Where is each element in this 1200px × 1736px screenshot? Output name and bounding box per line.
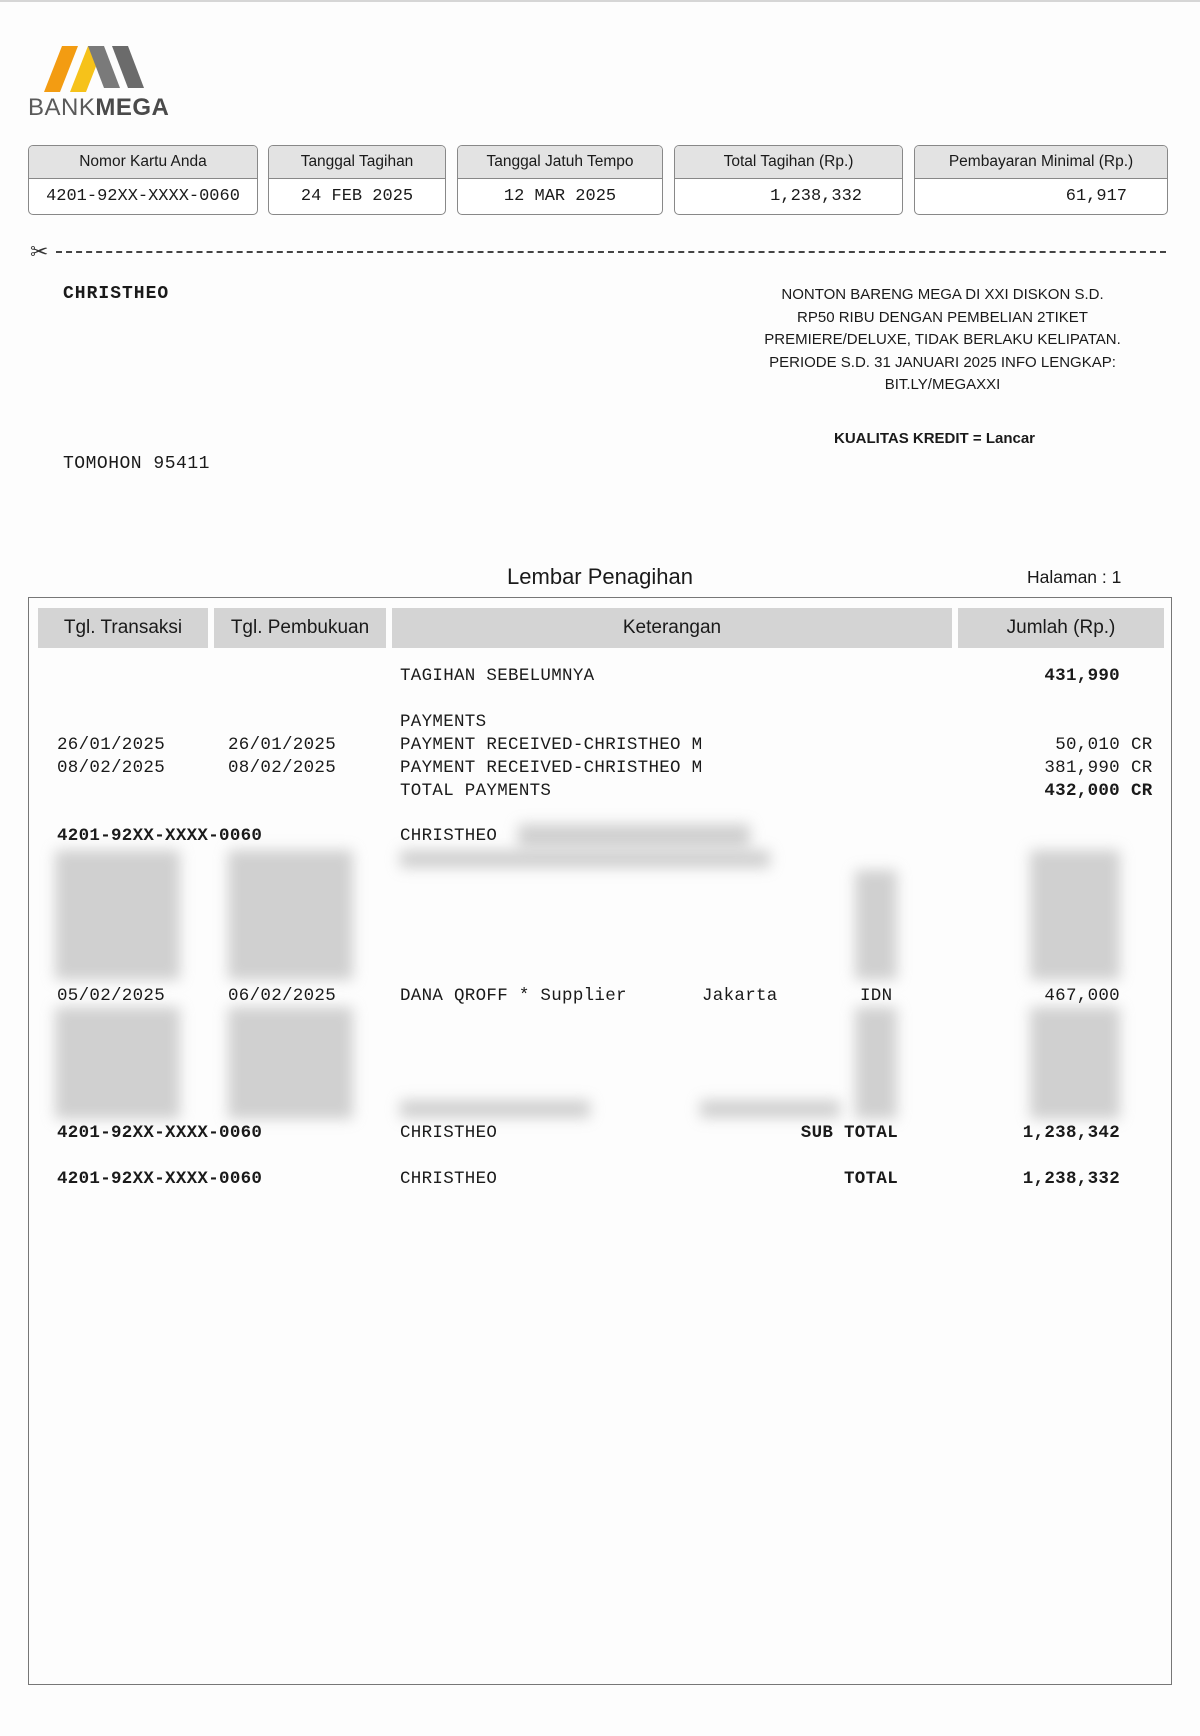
summary-due-date — [457, 145, 663, 215]
dashed-divider — [56, 251, 1166, 253]
redacted-region — [1030, 850, 1120, 980]
posting-date: 06/02/2025 — [228, 986, 337, 1006]
transaction-merchant: DANA QROFF * Supplier — [400, 986, 627, 1006]
transaction-date: 05/02/2025 — [57, 986, 166, 1006]
payment-credit-flag: CR — [1131, 758, 1153, 778]
summary-label: Pembayaran Minimal (Rp.) — [915, 146, 1167, 179]
payment-credit-flag: CR — [1131, 735, 1153, 755]
payment-posting-date: 26/01/2025 — [228, 735, 337, 755]
redacted-region — [228, 1007, 353, 1119]
cardholder-name: CHRISTHEO — [400, 826, 498, 846]
card-number: 4201-92XX-XXXX-0060 — [57, 826, 263, 846]
redacted-region — [55, 1007, 180, 1119]
redacted-region — [228, 850, 353, 980]
payment-transaction-date: 08/02/2025 — [57, 758, 166, 778]
payment-description: PAYMENT RECEIVED-CHRISTHEO M — [400, 735, 703, 755]
promo-message — [730, 284, 1155, 397]
customer-city: TOMOHON 95411 — [63, 454, 210, 474]
column-header-description: Keterangan — [392, 608, 952, 648]
payment-transaction-date: 26/01/2025 — [57, 735, 166, 755]
bank-mega-logo-icon — [44, 42, 144, 92]
total-payments-label: TOTAL PAYMENTS — [400, 781, 552, 801]
summary-value: 12 MAR 2025 — [503, 187, 617, 206]
summary-value: 4201-92XX-XXXX-0060 — [46, 187, 240, 206]
summary-value: 61,917 — [1065, 187, 1127, 206]
summary-card-number — [28, 145, 258, 215]
sheet-title: Lembar Penagihan — [507, 564, 693, 589]
summary-label: Tanggal Jatuh Tempo — [458, 146, 662, 179]
page-number: 1 — [1111, 567, 1122, 587]
credit-quality-value: = Lancar — [972, 430, 1036, 447]
redacted-region — [400, 850, 770, 868]
summary-label: Total Tagihan (Rp.) — [675, 146, 902, 179]
summary-billing-date — [268, 145, 446, 215]
cut-line — [30, 239, 1166, 264]
payment-amount: 50,010 — [1055, 735, 1120, 755]
promo-line: PERIODE S.D. 31 JANUARI 2025 INFO LENGKAP: — [769, 353, 1116, 371]
payment-amount: 381,990 — [1044, 758, 1120, 778]
promo-line: NONTON BARENG MEGA DI XXI DISKON S.D. — [781, 286, 1104, 303]
column-header-posting-date: Tgl. Pembukuan — [214, 608, 386, 648]
previous-bill-label: TAGIHAN SEBELUMNYA — [400, 666, 595, 686]
customer-name: CHRISTHEO — [63, 284, 170, 304]
summary-label: Nomor Kartu Anda — [29, 146, 257, 179]
redacted-region — [700, 1100, 840, 1118]
redacted-region — [55, 850, 180, 980]
summary-value: 24 FEB 2025 — [300, 187, 414, 206]
transaction-country: IDN — [860, 986, 893, 1006]
payment-description: PAYMENT RECEIVED-CHRISTHEO M — [400, 758, 703, 778]
scissors-icon: ✂ — [30, 239, 49, 264]
total-payments-credit-flag: CR — [1131, 781, 1153, 801]
transaction-city: Jakarta — [702, 986, 778, 1006]
bank-logo — [28, 42, 168, 122]
total-cardholder: CHRISTHEO — [400, 1169, 498, 1189]
promo-line: BIT.LY/MEGAXXI — [884, 376, 1001, 393]
total-label: TOTAL — [843, 1169, 898, 1189]
payment-posting-date: 08/02/2025 — [228, 758, 337, 778]
bank-logo-text: BANKMEGA — [28, 94, 170, 121]
redacted-region — [1030, 1007, 1120, 1119]
column-header-amount: Jumlah (Rp.) — [958, 608, 1164, 648]
credit-quality — [834, 430, 1035, 447]
promo-line: PREMIERE/DELUXE, TIDAK BERLAKU KELIPATAN. — [764, 331, 1121, 348]
subtotal-amount: 1,238,342 — [1022, 1123, 1120, 1143]
column-header-transaction-date: Tgl. Transaksi — [38, 608, 208, 648]
total-amount: 1,238,332 — [1022, 1169, 1120, 1189]
redacted-region — [400, 1100, 590, 1118]
redacted-region — [518, 824, 750, 848]
summary-minimum-payment — [914, 145, 1168, 215]
page-indicator: Halaman : 1 — [1027, 567, 1122, 587]
transaction-amount: 467,000 — [1044, 986, 1120, 1006]
payments-heading: PAYMENTS — [400, 712, 487, 732]
subtotal-card-number: 4201-92XX-XXXX-0060 — [57, 1123, 263, 1143]
subtotal-label: SUB TOTAL — [800, 1123, 898, 1143]
redacted-region — [855, 870, 897, 980]
subtotal-cardholder: CHRISTHEO — [400, 1123, 498, 1143]
total-payments-amount: 432,000 — [1044, 781, 1120, 801]
previous-bill-amount: 431,990 — [1044, 666, 1120, 686]
total-card-number: 4201-92XX-XXXX-0060 — [57, 1169, 263, 1189]
summary-value: 1,238,332 — [770, 187, 862, 206]
promo-line: RP50 RIBU DENGAN PEMBELIAN 2TIKET — [797, 308, 1088, 326]
summary-label: Tanggal Tagihan — [269, 146, 445, 179]
redacted-region — [855, 1007, 897, 1119]
summary-total-bill — [674, 145, 903, 215]
credit-quality-label: KUALITAS KREDIT — [834, 430, 969, 447]
